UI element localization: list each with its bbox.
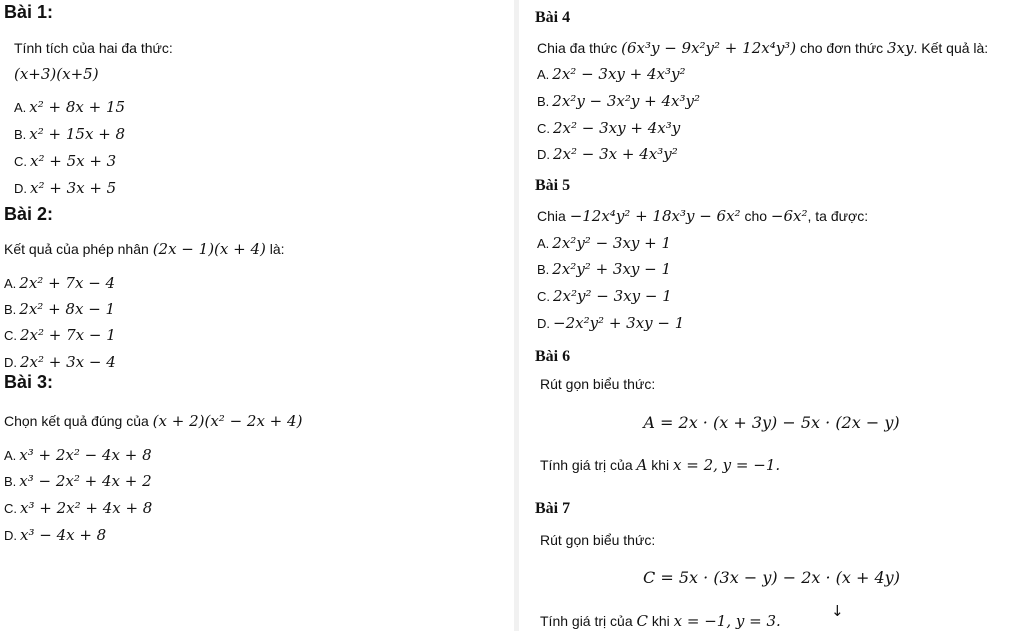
b2-option-d bbox=[4, 352, 116, 373]
b7-eval-pre: Tính giá trị của bbox=[540, 613, 633, 629]
b6-eval-mid: khi bbox=[651, 457, 670, 473]
option-label: D. bbox=[4, 355, 17, 370]
b1-prompt: Tính tích của hai đa thức: bbox=[14, 40, 173, 56]
option-text: 2x²y² − 3xy − 1 bbox=[553, 287, 672, 305]
b1-option-c bbox=[14, 151, 116, 172]
b6-eval-cond: x = 2, y = −1. bbox=[673, 456, 781, 474]
b2-prompt-line bbox=[4, 239, 285, 259]
option-label: C. bbox=[537, 121, 550, 136]
option-text: 2x² − 3xy + 4x³y bbox=[553, 119, 681, 137]
b2-expr: (2x − 1)(x + 4) bbox=[152, 240, 266, 258]
option-label: D. bbox=[4, 528, 17, 543]
option-label: A. bbox=[4, 448, 17, 463]
b4-prompt-pre: Chia đa thức bbox=[537, 40, 618, 56]
b7-eval-cond: x = −1, y = 3. bbox=[673, 612, 781, 630]
option-text: x³ − 4x + 8 bbox=[20, 526, 107, 544]
b3-option-c bbox=[4, 498, 152, 519]
b3-prompt: Chọn kết quả đúng của bbox=[4, 413, 149, 429]
option-label: B. bbox=[14, 127, 27, 142]
option-text: 2x²y² + 3xy − 1 bbox=[552, 260, 672, 278]
option-text: x³ − 2x² + 4x + 2 bbox=[19, 472, 152, 490]
b5-prompt-line bbox=[537, 206, 868, 226]
option-text: 2x²y − 3x²y + 4x³y² bbox=[552, 92, 700, 110]
option-text: 2x² + 8x − 1 bbox=[19, 300, 116, 318]
option-text: 2x² − 3x + 4x³y² bbox=[553, 145, 678, 163]
b7-eval-mid: khi bbox=[651, 613, 670, 629]
b5-option-b bbox=[537, 259, 671, 280]
right-column bbox=[519, 0, 1024, 631]
option-label: A. bbox=[537, 236, 550, 251]
b6-eval-line bbox=[540, 455, 780, 475]
option-label: B. bbox=[537, 262, 550, 277]
option-text: x² + 8x + 15 bbox=[29, 98, 126, 116]
b3-title: Bài 3: bbox=[4, 372, 54, 392]
b2-option-c bbox=[4, 325, 116, 346]
b6-title: Bài 6 bbox=[535, 348, 571, 365]
b3-prompt-line bbox=[4, 411, 302, 431]
b4-prompt-post: . Kết quả là: bbox=[913, 40, 989, 56]
b1-expr: (x+3)(x+5) bbox=[14, 65, 99, 83]
b2-option-b bbox=[4, 299, 115, 320]
b5-option-a bbox=[537, 233, 671, 254]
option-label: D. bbox=[537, 316, 550, 331]
b5-title: Bài 5 bbox=[535, 177, 571, 194]
option-text: 2x² + 7x − 1 bbox=[20, 326, 116, 344]
option-label: A. bbox=[14, 100, 27, 115]
option-label: C. bbox=[537, 289, 550, 304]
b6-prompt: Rút gọn biểu thức: bbox=[540, 376, 656, 392]
b1-option-b bbox=[14, 124, 125, 145]
b2-title: Bài 2: bbox=[4, 204, 54, 224]
b5-option-d bbox=[537, 313, 684, 334]
b1-option-a bbox=[14, 97, 125, 118]
option-label: B. bbox=[537, 94, 550, 109]
option-label: B. bbox=[4, 302, 17, 317]
option-text: 2x² − 3xy + 4x³y² bbox=[552, 65, 686, 83]
arrow-down-icon[interactable]: ↓ bbox=[831, 602, 844, 620]
b5-prompt-pre: Chia bbox=[537, 208, 566, 224]
option-text: 2x²y² − 3xy + 1 bbox=[552, 234, 672, 252]
b5-option-c bbox=[537, 286, 672, 307]
b4-title: Bài 4 bbox=[535, 9, 571, 26]
option-text: x² + 15x + 8 bbox=[29, 125, 126, 143]
b7-eval-var: C bbox=[636, 612, 648, 630]
b2-option-a bbox=[4, 273, 115, 294]
b6-eval-var: A bbox=[636, 456, 648, 474]
b7-prompt: Rút gọn biểu thức: bbox=[540, 532, 656, 548]
option-label: B. bbox=[4, 474, 17, 489]
option-label: C. bbox=[14, 154, 27, 169]
b4-option-a bbox=[537, 64, 686, 85]
option-label: C. bbox=[4, 501, 17, 516]
option-label: D. bbox=[537, 147, 550, 162]
b4-divisor: 3xy bbox=[887, 39, 914, 57]
option-text: x³ + 2x² − 4x + 8 bbox=[19, 446, 152, 464]
b4-option-d bbox=[537, 144, 678, 165]
b5-prompt-post: , ta được: bbox=[807, 208, 869, 224]
option-label: C. bbox=[4, 328, 17, 343]
option-label: A. bbox=[4, 276, 17, 291]
option-text: −2x²y² + 3xy − 1 bbox=[553, 314, 685, 332]
b5-prompt-mid: cho bbox=[744, 208, 768, 224]
option-text: 2x² + 3x − 4 bbox=[20, 353, 116, 371]
b4-prompt-line bbox=[537, 38, 988, 58]
b4-option-b bbox=[537, 91, 700, 112]
b3-option-b bbox=[4, 471, 152, 492]
b6-eval-pre: Tính giá trị của bbox=[540, 457, 633, 473]
b5-divisor: −6x² bbox=[770, 207, 808, 225]
option-text: 2x² + 7x − 4 bbox=[19, 274, 116, 292]
option-label: D. bbox=[14, 181, 27, 196]
option-label: A. bbox=[537, 67, 550, 82]
b4-prompt-mid: cho đơn thức bbox=[799, 40, 884, 56]
option-text: x² + 3x + 5 bbox=[30, 179, 117, 197]
b4-option-c bbox=[537, 118, 680, 139]
b7-formula: C = 5x · (3x − y) − 2x · (x + 4y) bbox=[643, 568, 900, 587]
b6-formula: A = 2x · (x + 3y) − 5x · (2x − y) bbox=[643, 413, 900, 432]
b4-expr: (6x³y − 9x²y² + 12x⁴y³) bbox=[621, 39, 797, 57]
option-text: x² + 5x + 3 bbox=[30, 152, 117, 170]
b2-prompt: Kết quả của phép nhân bbox=[4, 241, 149, 257]
b2-suffix: là: bbox=[269, 241, 285, 257]
option-text: x³ + 2x² + 4x + 8 bbox=[20, 499, 153, 517]
b3-option-a bbox=[4, 445, 152, 466]
b7-title: Bài 7 bbox=[535, 500, 571, 517]
b5-expr: −12x⁴y² + 18x³y − 6x² bbox=[569, 207, 741, 225]
b1-option-d bbox=[14, 178, 116, 199]
b3-option-d bbox=[4, 525, 106, 546]
b3-expr: (x + 2)(x² − 2x + 4) bbox=[152, 412, 303, 430]
b1-title: Bài 1: bbox=[4, 2, 54, 22]
b7-eval-line bbox=[540, 611, 781, 631]
